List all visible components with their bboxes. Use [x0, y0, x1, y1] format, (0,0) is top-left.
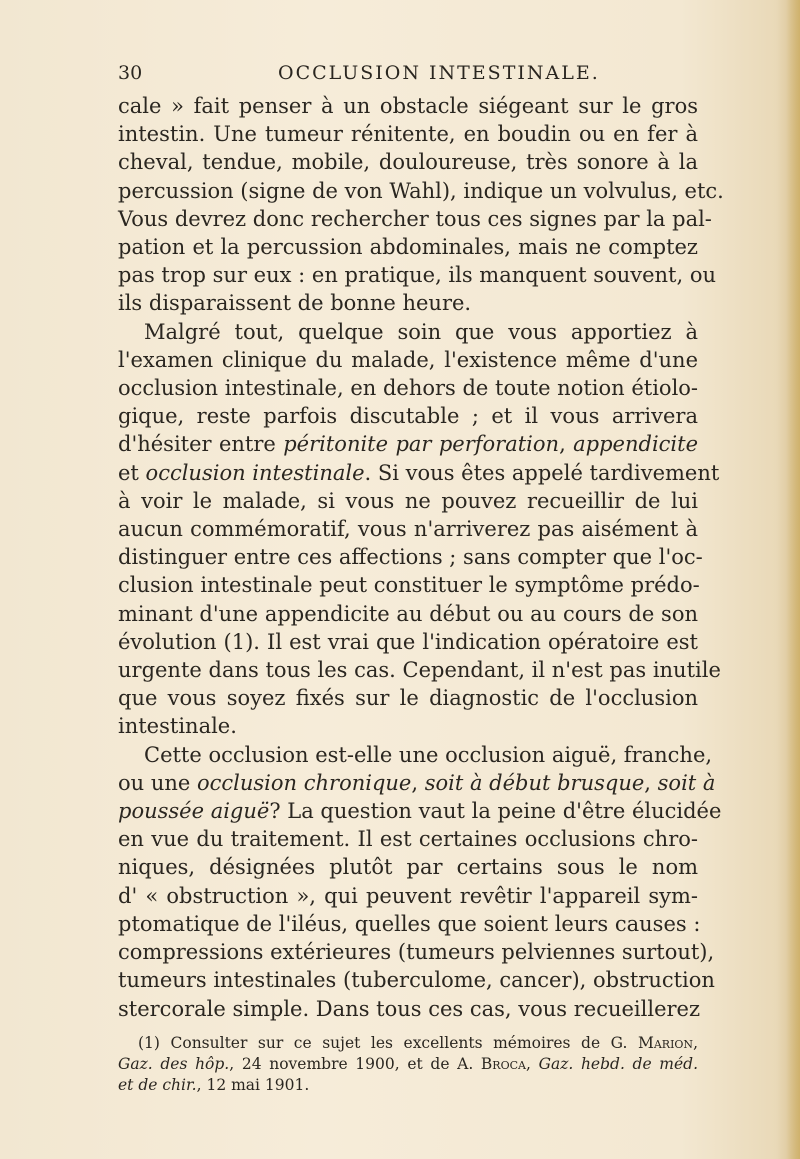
text-line: Vous devrez donc rechercher tous ces signes par la pal-: [118, 206, 712, 231]
text-line: pas trop sur eux : en pratique, ils manquent souvent, ou: [118, 263, 717, 288]
text-line: en vue du traitement. Il est certaines occlusions chro-: [118, 827, 698, 852]
text-line: à voir le malade, si vous ne pouvez recueillir de lui: [118, 488, 698, 513]
text-line: distinguer entre ces affections ; sans compter que l'oc-: [118, 545, 703, 570]
text-line: ptomatique de l'iléus, quelles que soient leurs causes :: [118, 911, 701, 936]
body-text: [118, 92, 724, 1096]
text-line: cheval, tendue, mobile, douloureuse, très sonore à la: [118, 150, 698, 175]
text-line: gique, reste parfois discutable ; et il vous arrivera: [118, 404, 698, 429]
footnote-line: (1) Consulter sur ce sujet les excellents mémoires de G. Marion,: [138, 1033, 698, 1052]
text-line: compressions extérieures (tumeurs pelviennes surtout),: [118, 940, 715, 965]
text-line: occlusion intestinale, en dehors de toute notion étiolo-: [118, 376, 699, 401]
text-line: ils disparaissent de bonne heure.: [118, 291, 472, 316]
text-line: l'examen clinique du malade, l'existence même d'une: [118, 347, 698, 372]
text-line: évolution (1). Il est vrai que l'indication opératoire est: [118, 629, 698, 654]
text-line: ou une occlusion chronique, soit à début brusque, soit à: [118, 770, 716, 795]
text-line: poussée aiguë? La question vaut la peine d'être élucidée: [118, 799, 722, 824]
text-line: niques, désignées plutôt par certains sous le nom: [118, 855, 698, 880]
text-line: intestin. Une tumeur rénitente, en boudin ou en fer à: [118, 122, 698, 147]
text-line: urgente dans tous les cas. Cependant, il n'est pas inutile: [118, 658, 721, 683]
text-line: intestinale.: [118, 714, 237, 739]
text-line: d' « obstruction », qui peuvent revêtir l'appareil sym-: [118, 883, 698, 908]
footnote-line: et de chir., 12 mai 1901.: [118, 1075, 310, 1094]
text-line: pation et la percussion abdominales, mais ne comptez: [118, 235, 698, 260]
text-line: que vous soyez fixés sur le diagnostic de l'occlusion: [118, 686, 698, 711]
text-line: Cette occlusion est-elle une occlusion aiguë, franche,: [144, 742, 713, 767]
page-number: 30: [118, 62, 143, 84]
footnote-line: Gaz. des hôp., 24 novembre 1900, et de A. Broca, Gaz. hebd. de méd.: [118, 1054, 698, 1073]
page-header: [118, 62, 698, 88]
page-edge-shadow: [786, 0, 800, 1159]
footnote: [118, 1033, 698, 1096]
running-title: OCCLUSION INTESTINALE.: [278, 62, 600, 84]
text-line: et occlusion intestinale. Si vous êtes appelé tardivement: [118, 460, 720, 485]
text-line: clusion intestinale peut constituer le symptôme prédo-: [118, 573, 700, 598]
text-line: cale » fait penser à un obstacle siégeant sur le gros: [118, 94, 698, 118]
text-line: Malgré tout, quelque soin que vous apportiez à: [144, 319, 698, 344]
text-line: minant d'une appendicite au début ou au cours de son: [118, 601, 698, 626]
text-line: d'hésiter entre péritonite par perforation, appendicite: [118, 432, 699, 457]
text-line: aucun commémoratif, vous n'arriverez pas aisément à: [118, 517, 698, 542]
text-line: stercorale simple. Dans tous ces cas, vous recueillerez: [118, 996, 701, 1021]
text-line: percussion (signe de von Wahl), indique un volvulus, etc.: [118, 178, 724, 203]
text-line: tumeurs intestinales (tuberculome, cancer), obstruction: [118, 968, 715, 993]
